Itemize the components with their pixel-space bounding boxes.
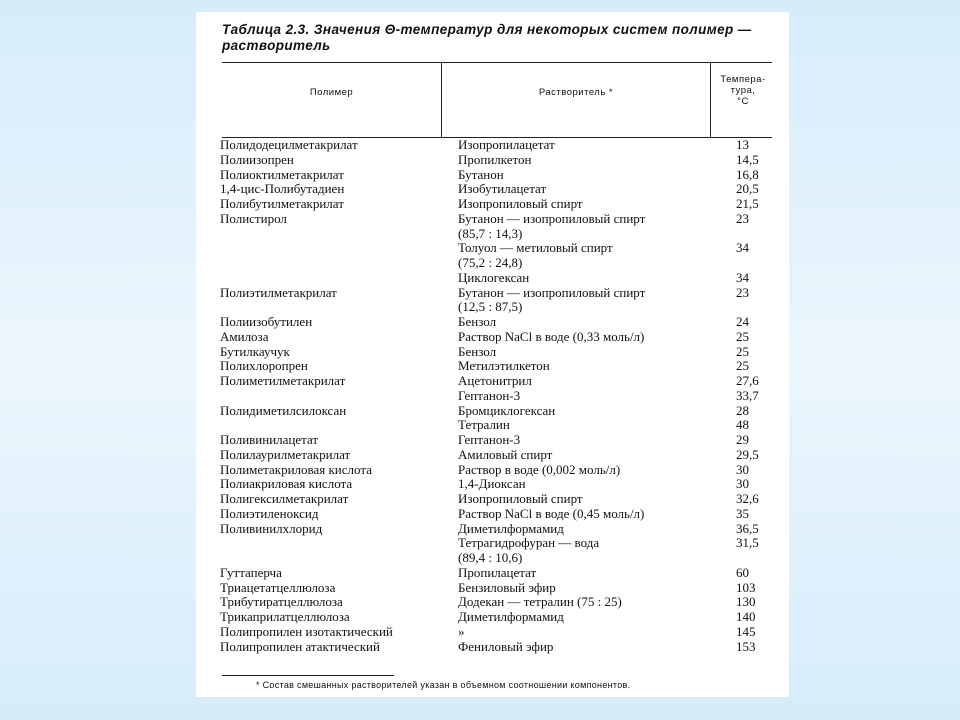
cell-polymer: Полиэтиленоксид xyxy=(220,505,319,521)
cell-solvent: Изопропилацетат xyxy=(458,137,555,152)
footnote-rule xyxy=(222,675,394,676)
header-solvent: Растворитель * xyxy=(538,87,614,98)
cell-solvent: Тетрагидрофуран — вода xyxy=(458,535,600,551)
cell-temperature: 30 xyxy=(736,461,749,477)
table-row xyxy=(220,404,780,419)
table-row xyxy=(220,315,780,330)
table-row xyxy=(220,153,780,168)
cell-polymer: Полилаурилметакрилат xyxy=(220,446,351,462)
cell-temperature: 23 xyxy=(736,284,749,300)
cell-solvent: Изопропиловый спирт xyxy=(458,491,583,506)
cell-polymer: Поливинилацетат xyxy=(220,432,319,447)
table-row xyxy=(220,212,780,227)
cell-solvent: Изопропиловый спирт xyxy=(458,196,583,211)
table-row xyxy=(220,581,780,596)
cell-solvent: Бутанон xyxy=(458,166,504,182)
cell-solvent: Пропилацетат xyxy=(458,564,537,580)
cell-solvent: Бензол xyxy=(458,314,497,329)
cell-solvent: » xyxy=(458,623,465,639)
cell-polymer: Триацетатцеллюлоза xyxy=(220,579,336,595)
table-row xyxy=(220,507,780,522)
cell-polymer: Полидодецилметакрилат xyxy=(220,137,358,152)
cell-solvent: Пропилкетон xyxy=(458,151,532,167)
cell-temperature: 30 xyxy=(736,476,749,492)
cell-temperature: 13 xyxy=(736,137,749,152)
cell-temperature: 21,5 xyxy=(736,196,759,211)
table-row xyxy=(220,182,780,197)
table-row xyxy=(220,477,780,492)
cell-temperature: 130 xyxy=(736,594,756,610)
table-body xyxy=(220,138,780,654)
cell-solvent: Гептанон-3 xyxy=(458,387,521,403)
cell-polymer: Трикаприлатцеллюлоза xyxy=(220,609,350,624)
table-row xyxy=(220,492,780,507)
cell-temperature: 14,5 xyxy=(736,151,759,167)
cell-polymer: Гуттаперча xyxy=(220,564,282,580)
cell-solvent: (85,7 : 14,3) xyxy=(458,225,523,241)
header-polymer: Полимер xyxy=(309,87,354,98)
cell-temperature: 153 xyxy=(736,638,756,654)
cell-solvent: Амиловый спирт xyxy=(458,446,553,462)
table-row xyxy=(220,300,780,315)
cell-solvent: Гептанон-3 xyxy=(458,432,521,447)
cell-polymer: Трибутиратцеллюлоза xyxy=(220,594,343,610)
cell-solvent: Раствор NaCl в воде (0,33 моль/л) xyxy=(458,328,645,344)
table-row xyxy=(220,374,780,389)
cell-solvent: Диметилформамид xyxy=(458,609,564,624)
cell-temperature: 145 xyxy=(736,623,756,639)
table-row xyxy=(220,463,780,478)
table-row xyxy=(220,522,780,537)
cell-solvent: Раствор в воде (0,002 моль/л) xyxy=(458,461,621,477)
cell-solvent: (12,5 : 87,5) xyxy=(458,299,523,315)
cell-polymer: Полипропилен изотактический xyxy=(220,623,393,639)
cell-temperature: 32,6 xyxy=(736,491,759,506)
table-row xyxy=(220,551,780,566)
cell-polymer: Полигексилметакрилат xyxy=(220,491,349,506)
cell-solvent: Тетралин xyxy=(458,417,510,433)
cell-temperature: 60 xyxy=(736,564,749,580)
table-row xyxy=(220,168,780,183)
table-caption: Таблица 2.3. Значения Θ-температур для некоторых систем полимер — растворитель xyxy=(222,22,752,53)
cell-solvent: Метилэтилкетон xyxy=(458,358,550,374)
cell-polymer: Полиэтилметакрилат xyxy=(220,284,337,300)
table-row xyxy=(220,433,780,448)
cell-temperature: 29 xyxy=(736,432,749,447)
table-row xyxy=(220,536,780,551)
cell-solvent: Бромциклогексан xyxy=(458,402,556,418)
cell-solvent: Толуол — метиловый спирт xyxy=(458,240,613,256)
table-top-rule xyxy=(222,62,772,63)
cell-solvent: Циклогексан xyxy=(458,269,530,285)
cell-polymer: Полистирол xyxy=(220,210,287,226)
cell-temperature: 34 xyxy=(736,269,749,285)
cell-temperature: 29,5 xyxy=(736,446,759,462)
cell-temperature: 25 xyxy=(736,358,749,374)
cell-temperature: 25 xyxy=(736,328,749,344)
table-row xyxy=(220,640,780,655)
cell-temperature: 27,6 xyxy=(736,373,759,388)
table-row xyxy=(220,625,780,640)
cell-polymer: Полиоктилметакрилат xyxy=(220,166,344,182)
table-row xyxy=(220,359,780,374)
cell-temperature: 35 xyxy=(736,505,749,521)
cell-solvent: Бензиловый эфир xyxy=(458,579,556,595)
cell-solvent: (89,4 : 10,6) xyxy=(458,550,523,565)
cell-polymer: Полибутилметакрилат xyxy=(220,196,344,211)
cell-temperature: 16,8 xyxy=(736,166,759,182)
table-row xyxy=(220,345,780,360)
cell-polymer: Полихлоропрен xyxy=(220,358,308,374)
cell-temperature: 31,5 xyxy=(736,535,759,551)
cell-solvent: Бензол xyxy=(458,343,497,359)
table-row xyxy=(220,138,780,153)
table-row xyxy=(220,197,780,212)
table-row xyxy=(220,448,780,463)
document-page xyxy=(196,12,789,697)
cell-solvent: Ацетонитрил xyxy=(458,373,532,388)
cell-polymer: Полидиметилсилоксан xyxy=(220,402,347,418)
cell-temperature: 33,7 xyxy=(736,387,759,403)
cell-polymer: Поливинилхлорид xyxy=(220,520,323,536)
cell-temperature: 24 xyxy=(736,314,749,329)
table-row xyxy=(220,330,780,345)
cell-solvent: Диметилформамид xyxy=(458,520,564,536)
header-divider-1 xyxy=(441,63,442,137)
header-temperature: Темпера- тура, °С xyxy=(720,74,766,107)
cell-polymer: Бутилкаучук xyxy=(220,343,290,359)
table-row xyxy=(220,241,780,256)
cell-polymer: Полиизопрен xyxy=(220,151,294,167)
cell-polymer: Полиметилметакрилат xyxy=(220,373,346,388)
cell-polymer: Полиизобутилен xyxy=(220,314,313,329)
cell-temperature: 23 xyxy=(736,210,749,226)
cell-solvent: Изобутилацетат xyxy=(458,181,547,197)
cell-solvent: Додекан — тетралин (75 : 25) xyxy=(458,594,622,610)
table-row xyxy=(220,595,780,610)
cell-polymer: 1,4-цис-Полибутадиен xyxy=(220,181,345,197)
cell-polymer: Полиакриловая кислота xyxy=(220,476,353,492)
cell-solvent: (75,2 : 24,8) xyxy=(458,255,523,270)
cell-temperature: 28 xyxy=(736,402,749,418)
cell-polymer: Амилоза xyxy=(220,328,269,344)
cell-solvent: Фениловый эфир xyxy=(458,638,554,654)
cell-temperature: 25 xyxy=(736,343,749,359)
table-row xyxy=(220,566,780,581)
cell-temperature: 140 xyxy=(736,609,756,624)
table-row xyxy=(220,610,780,625)
table-row xyxy=(220,271,780,286)
cell-temperature: 20,5 xyxy=(736,181,759,197)
cell-solvent: Бутанон — изопропиловый спирт xyxy=(458,284,646,300)
cell-solvent: Бутанон — изопропиловый спирт xyxy=(458,210,646,226)
cell-polymer: Полипропилен атактический xyxy=(220,638,380,654)
table-row xyxy=(220,418,780,433)
cell-solvent: Раствор NaCl в воде (0,45 моль/л) xyxy=(458,505,645,521)
table-row xyxy=(220,389,780,404)
cell-temperature: 34 xyxy=(736,240,749,256)
cell-temperature: 36,5 xyxy=(736,520,759,536)
table-row xyxy=(220,227,780,242)
cell-temperature: 103 xyxy=(736,579,756,595)
table-row xyxy=(220,256,780,271)
cell-solvent: 1,4-Диоксан xyxy=(458,476,526,492)
table-row xyxy=(220,286,780,301)
cell-polymer: Полиметакриловая кислота xyxy=(220,461,372,477)
table-footnote: * Состав смешанных растворителей указан в объемном соотношении компонентов. xyxy=(256,680,631,690)
cell-temperature: 48 xyxy=(736,417,749,433)
